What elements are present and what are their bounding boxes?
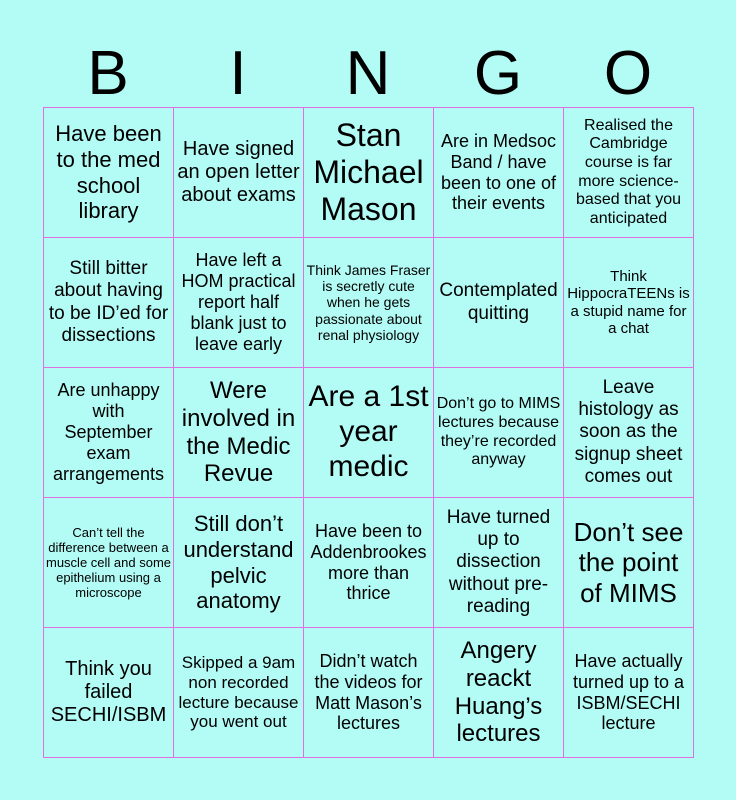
cell-text: Didn’t watch the videos for Matt Mason’s lectures	[314, 650, 423, 734]
bingo-cell[interactable]	[564, 108, 694, 238]
bingo-cell[interactable]	[434, 498, 564, 628]
bingo-cell[interactable]	[174, 368, 304, 498]
cell-text: Think HippocraTEENs is a stupid name for a chat	[567, 267, 690, 337]
bingo-cell[interactable]	[44, 108, 174, 238]
cell-text: Angery reackt Huang’s lectures	[454, 636, 543, 748]
cell-text: Have signed an open letter about exams	[177, 137, 300, 207]
bingo-cell[interactable]	[174, 628, 304, 758]
bingo-cell[interactable]	[304, 368, 434, 498]
header-letter-i: I	[229, 39, 247, 108]
cell-text: Contemplated quitting	[439, 280, 558, 324]
header-letter-g: G	[473, 39, 523, 108]
cell-text: Realised the Cambridge course is far more science-based that you anticipated	[576, 116, 681, 227]
cell-text: Think James Fraser is secretly cute when he gets passionate about renal physiology	[306, 261, 431, 343]
bingo-cell[interactable]	[174, 108, 304, 238]
cell-text: Are unhappy with September exam arrangements	[52, 380, 165, 484]
bingo-cell[interactable]	[174, 498, 304, 628]
bingo-cell[interactable]	[44, 628, 174, 758]
cell-text: Are in Medsoc Band / have been to one of their events	[440, 130, 557, 214]
cell-text: Still bitter about having to be ID’ed for dissections	[48, 258, 169, 346]
bingo-grid	[43, 107, 694, 758]
header-letter-o: O	[603, 39, 653, 108]
bingo-cell[interactable]	[564, 628, 694, 758]
cell-text: Have turned up to dissection without pre-reading	[446, 507, 551, 617]
bingo-cell[interactable]	[304, 108, 434, 238]
cell-text: Have been to Addenbrookes more than thrice	[310, 520, 427, 604]
cell-text: Leave histology as soon as the signup sheet comes out	[574, 377, 683, 487]
header-letter-b: B	[87, 39, 129, 108]
bingo-cell[interactable]	[564, 368, 694, 498]
cell-text: Can’t tell the difference between a muscle cell and some epithelium using a microscope	[46, 524, 171, 601]
cell-text: Have been to the med school library	[55, 121, 162, 224]
cell-text: Still don’t understand pelvic anatomy	[183, 511, 294, 614]
cell-text: Have left a HOM practical report half blank just to leave early	[181, 250, 296, 354]
bingo-cell[interactable]	[44, 368, 174, 498]
bingo-cell[interactable]	[564, 498, 694, 628]
bingo-cell[interactable]	[174, 238, 304, 368]
cell-text: Think you failed SECHI/ISBM	[50, 657, 167, 727]
bingo-cell[interactable]	[304, 628, 434, 758]
bingo-cell[interactable]	[434, 628, 564, 758]
cell-text: Stan Michael Mason	[313, 116, 424, 228]
bingo-cell[interactable]	[434, 108, 564, 238]
bingo-cell[interactable]	[304, 238, 434, 368]
cell-text: Don’t go to MIMS lectures because they’re recorded anyway	[436, 395, 561, 469]
header-letter-n: N	[345, 39, 391, 108]
bingo-cell[interactable]	[44, 498, 174, 628]
cell-text: Don’t see the point of MIMS	[573, 517, 684, 608]
bingo-cell[interactable]	[304, 498, 434, 628]
bingo-header	[43, 40, 693, 108]
cell-text: Were involved in the Medic Revue	[181, 376, 296, 488]
cell-text: Have actually turned up to a ISBM/SECHI lecture	[572, 650, 685, 734]
bingo-cell[interactable]	[434, 238, 564, 368]
cell-text: Are a 1st year medic	[308, 380, 429, 483]
bingo-cell[interactable]	[564, 238, 694, 368]
bingo-cell[interactable]	[44, 238, 174, 368]
cell-text: Skipped a 9am non recorded lecture because you went out	[178, 653, 299, 732]
bingo-cell[interactable]	[434, 368, 564, 498]
